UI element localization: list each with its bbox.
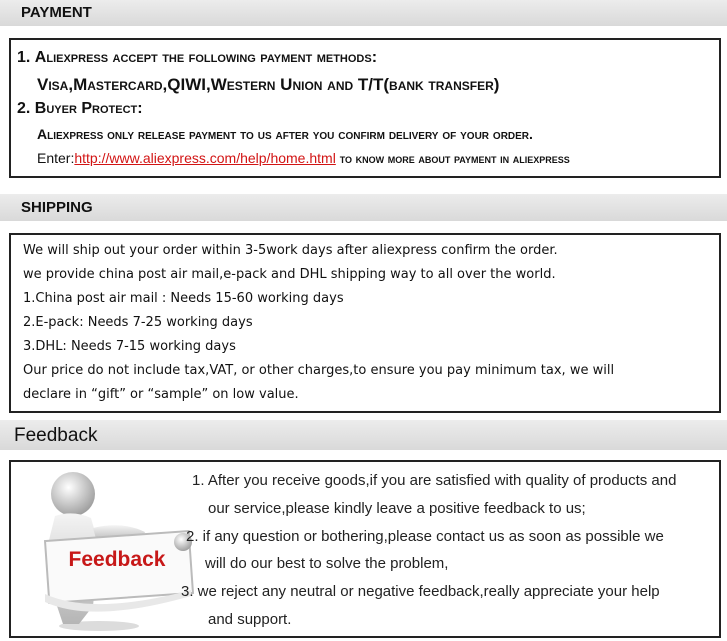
buyer-protect-detail: Aliexpress only release payment to us after you confirm delivery of your order. [37, 126, 533, 142]
payment-heading: PAYMENT [21, 4, 92, 21]
shipping-line-5: 3.DHL: Needs 7-15 working days [23, 339, 236, 354]
payment-more-info-suffix: to know more about payment in aliexpress [339, 151, 570, 166]
payment-header-bar [0, 0, 727, 26]
payment-item-2-number: 2. [17, 100, 31, 117]
payment-box [9, 38, 721, 178]
payment-item-2 [17, 100, 143, 118]
feedback-line-1: 1. After you receive goods,if you are satisfied with quality of products and [192, 472, 677, 489]
shipping-box [9, 233, 721, 413]
feedback-heading: Feedback [14, 425, 98, 446]
feedback-line-6: and support. [208, 611, 292, 628]
shipping-line-2: we provide china post air mail,e-pack and DHL shipping way to all over the world. [23, 267, 556, 282]
aliexpress-help-link[interactable]: http://www.aliexpress.com/help/home.html [74, 150, 336, 166]
feedback-sign-text: Feedback [68, 548, 166, 571]
payment-more-info [37, 150, 570, 166]
payment-item-1-title: Aliexpress accept the following payment methods: [34, 49, 378, 66]
payment-methods: Visa,Mastercard,QIWI,Western Union and T/T(bank transfer) [37, 75, 500, 94]
shipping-line-3: 1.China post air mail : Needs 15-60 working days [23, 291, 344, 306]
payment-item-1-number: 1. [17, 49, 31, 66]
shipping-heading: SHIPPING [21, 199, 93, 216]
enter-label: Enter: [37, 150, 75, 166]
shipping-line-6: Our price do not include tax,VAT, or other charges,to ensure you pay minimum tax, we will [23, 363, 615, 378]
shipping-line-4: 2.E-pack: Needs 7-25 working days [23, 315, 253, 330]
shipping-line-1: We will ship out your order within 3-5work days after aliexpress confirm the order. [23, 243, 558, 258]
feedback-header-bar [0, 420, 727, 450]
feedback-line-3: 2. if any question or bothering,please contact us as soon as possible we [186, 528, 664, 545]
shipping-header-bar [0, 194, 727, 221]
payment-item-1 [17, 49, 377, 67]
shipping-line-7: declare in “gift” or “sample” on low value. [23, 387, 299, 402]
feedback-figure-illustration [33, 466, 203, 636]
feedback-line-5: 3. we reject any neutral or negative feedback,really appreciate your help [181, 583, 660, 600]
feedback-line-4: will do our best to solve the problem, [205, 555, 449, 572]
payment-item-2-title: Buyer Protect: [34, 100, 143, 117]
feedback-line-2: our service,please kindly leave a positive feedback to us; [208, 500, 586, 517]
feedback-box [9, 460, 721, 638]
